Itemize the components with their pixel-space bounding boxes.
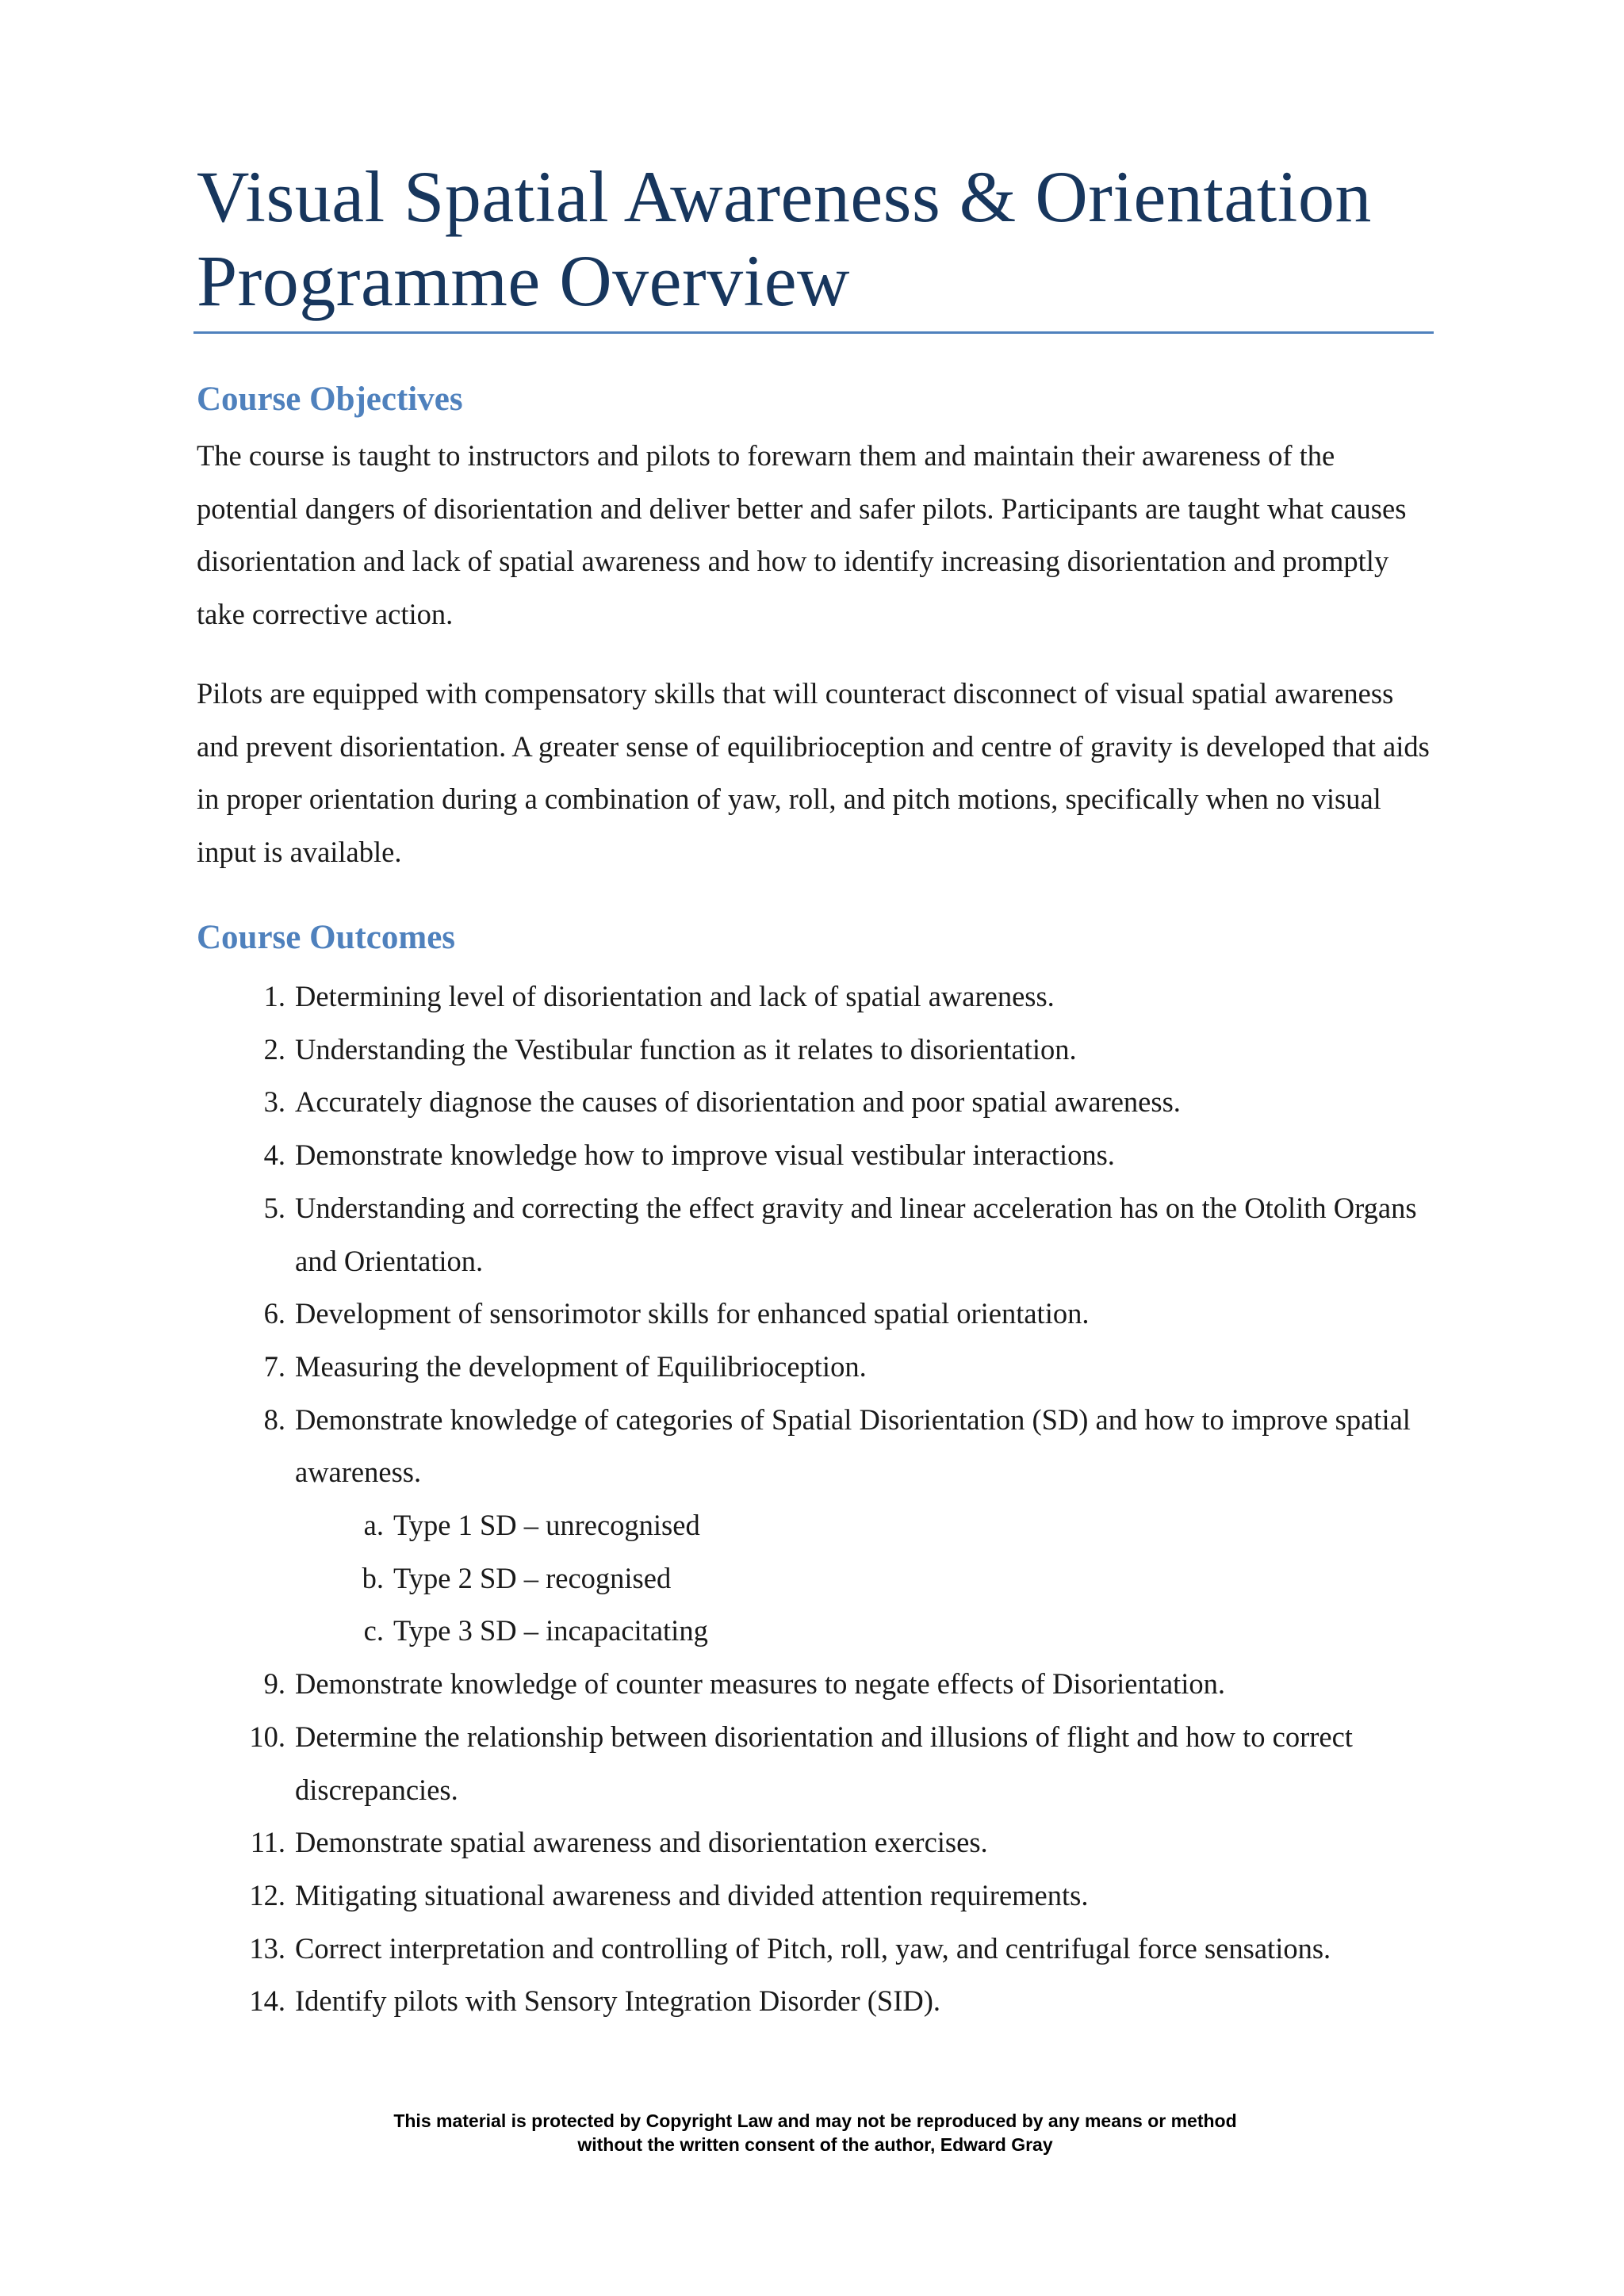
list-item-text: Mitigating situational awareness and divided attention requirements. [295,1878,1089,1911]
list-item-text: Demonstrate knowledge of counter measures to negate effects of Disorientation. [295,1667,1226,1701]
list-item [197,1711,1434,1816]
sublist-item-letter: c. [363,1614,384,1647]
list-item-number: 5. [263,1191,285,1224]
page-title: Visual Spatial Awareness & Orientation Programme Overview [197,156,1372,321]
list-item-number: 6. [263,1297,285,1330]
list-item-number: 11. [250,1826,285,1859]
list-item-number: 7. [263,1349,285,1383]
list-item-text: Determining level of disorientation and lack of spatial awareness. [295,980,1055,1012]
sd-categories-sublist [295,1499,1434,1658]
sublist-item-text: Type 3 SD – incapacitating [393,1614,708,1647]
sublist-item-text: Type 2 SD – recognised [393,1561,672,1594]
list-item [197,1341,1434,1394]
list-item [197,1129,1434,1182]
objectives-heading: Course Objectives [197,381,463,418]
list-item [197,1076,1434,1129]
sublist-item [295,1552,1434,1605]
list-item-text: Demonstrate knowledge how to improve visual vestibular interactions. [295,1138,1115,1172]
list-item-text: Demonstrate spatial awareness and disorientation exercises. [295,1826,988,1859]
sublist-item-text: Type 1 SD – unrecognised [393,1509,700,1542]
sublist-item-letter: b. [362,1561,384,1594]
outcomes-heading: Course Outcomes [197,919,456,956]
list-item-text: Understanding the Vestibular function as it relates to disorientation. [295,1032,1077,1066]
list-item-text: Determine the relationship between disorientation and illusions of flight and how to correct discrepancies. [295,1720,1353,1806]
objectives-paragraph-1: The course is taught to instructors and pilots to forewarn them and maintain their awareness of the potential dangers of disorientation and deliver better and safer pilots. Participants are taught what causes disorientation and lack of spatial awareness and how to identify increasing disorientation and promptly take corrective action. [197,439,1407,631]
list-item-number: 8. [263,1402,285,1436]
objectives-paragraph-2: Pilots are equipped with compensatory skills that will counteract disconnect of visual spatial awareness and prevent disorientation. A greater sense of equilibrioception and centre of gravity is developed that aids in proper orientation during a combination of yaw, roll, and pitch motions, specifically when no visual input is available. [197,677,1430,869]
list-item-text: Measuring the development of Equilibrioception. [295,1349,867,1383]
list-item [197,970,1434,1024]
list-item-number: 3. [263,1085,285,1119]
list-item [197,1182,1434,1288]
list-item-number: 4. [263,1138,285,1172]
sublist-item [295,1605,1434,1658]
list-item [197,1024,1434,1077]
list-item [197,1658,1434,1711]
sublist-item-letter: a. [363,1509,384,1542]
copyright-line-2: without the written consent of the author, Edward Gray [577,2134,1053,2155]
list-item-text: Understanding and correcting the effect gravity and linear acceleration has on the Otolith Organs and Orientation. [295,1191,1417,1277]
list-item-number: 14. [249,1984,285,2018]
list-item-number: 9. [263,1667,285,1701]
list-item [197,1975,1434,2028]
list-item-text: Development of sensorimotor skills for enhanced spatial orientation. [295,1297,1090,1330]
list-item-number: 12. [249,1878,285,1911]
list-item-text: Identify pilots with Sensory Integration Disorder (SID). [295,1984,941,2018]
list-item [197,1288,1434,1341]
list-item-number: 2. [263,1032,285,1066]
list-item-number: 13. [249,1931,285,1965]
list-item [197,1816,1434,1869]
title-divider [193,331,1434,334]
list-item-number: 1. [263,980,285,1012]
outcomes-list [197,970,1434,2028]
list-item-text: Accurately diagnose the causes of disorientation and poor spatial awareness. [295,1085,1181,1119]
list-item [197,1394,1434,1659]
list-item [197,1869,1434,1923]
copyright-line-1: This material is protected by Copyright Law and may not be reproduced by any means or method [393,2110,1237,2131]
list-item-number: 10. [249,1720,285,1753]
list-item-text: Correct interpretation and controlling of Pitch, roll, yaw, and centrifugal force sensations. [295,1931,1331,1965]
list-item-text: Demonstrate knowledge of categories of Spatial Disorientation (SD) and how to improve spatial awareness. [295,1402,1411,1489]
list-item [197,1923,1434,1976]
copyright-footer [197,2109,1434,2156]
sublist-item [295,1499,1434,1552]
